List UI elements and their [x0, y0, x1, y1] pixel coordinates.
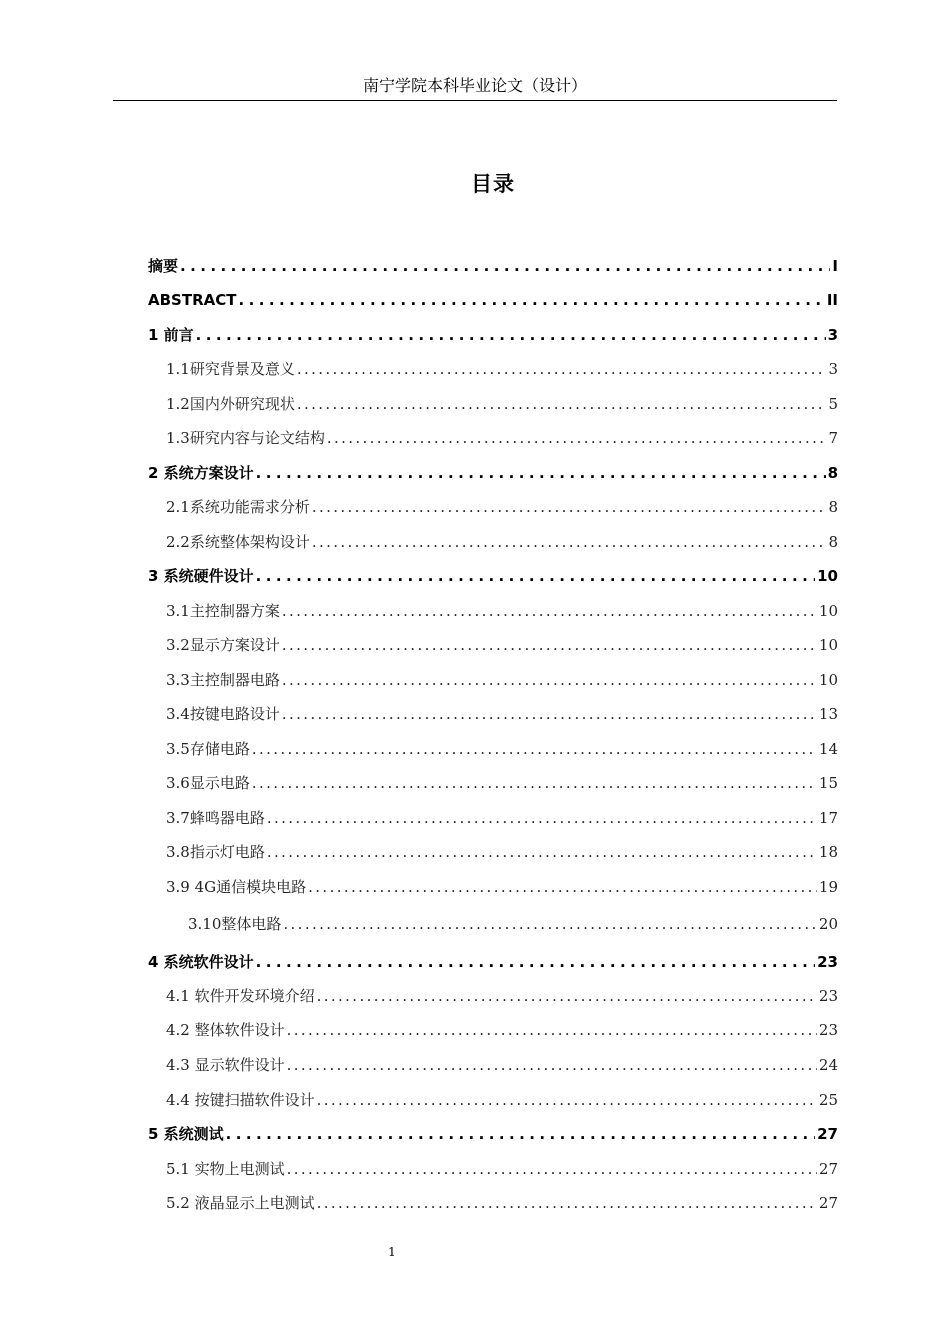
toc-entry-label: 3.2显示方案设计: [166, 636, 280, 654]
toc-entry[interactable]: [166, 1019, 838, 1041]
toc-entry-label: 1.1研究背景及意义: [166, 360, 295, 378]
toc-entry-label: 1.3研究内容与论文结构: [166, 429, 325, 447]
toc-dot-leader: [317, 1089, 817, 1111]
toc-entry[interactable]: [166, 634, 838, 656]
toc-entry[interactable]: [148, 951, 838, 973]
toc-entry-label: 3.6显示电路: [166, 774, 250, 792]
toc-dot-leader: [317, 1192, 817, 1214]
toc-dot-leader: [287, 1158, 817, 1180]
toc-entry-label: 4.4 按键扫描软件设计: [166, 1091, 315, 1109]
toc-entry[interactable]: [166, 496, 838, 518]
toc-entry[interactable]: [148, 289, 838, 311]
toc-entry-page: 10: [818, 636, 838, 654]
toc-dot-leader: [267, 807, 817, 829]
toc-entry-page: 5: [828, 395, 838, 413]
toc-dot-leader: [267, 841, 817, 863]
toc-entry-page: 23: [818, 1021, 838, 1039]
toc-dot-leader: [297, 358, 827, 380]
toc-entry-label: 3.5存储电路: [166, 740, 250, 758]
toc-dot-leader: [283, 913, 817, 935]
toc-dot-leader: [238, 289, 824, 311]
toc-entry[interactable]: [148, 565, 838, 587]
toc-entry-page: 3: [828, 360, 838, 378]
toc-entry[interactable]: [166, 669, 838, 691]
toc-entry-page: 27: [817, 1125, 838, 1143]
toc-dot-leader: [312, 496, 827, 518]
toc-entry-label: ABSTRACT: [148, 291, 237, 309]
toc-dot-leader: [287, 1054, 817, 1076]
toc-entry-label: 3.8指示灯电路: [166, 843, 265, 861]
page-number: 1: [388, 1245, 396, 1259]
toc-entry-page: 8: [827, 464, 838, 482]
toc-entry-label: 4.3 显示软件设计: [166, 1056, 285, 1074]
toc-entry-label: 3.3主控制器电路: [166, 671, 280, 689]
toc-entry[interactable]: [166, 358, 838, 380]
toc-dot-leader: [282, 703, 817, 725]
toc-dot-leader: [196, 324, 826, 346]
toc-entry[interactable]: [166, 1089, 838, 1111]
toc-entry-page: 10: [818, 671, 838, 689]
toc-entry[interactable]: [188, 913, 838, 935]
toc-dot-leader: [256, 565, 815, 587]
toc-entry-label: 4.2 整体软件设计: [166, 1021, 285, 1039]
toc-entry-page: 10: [818, 602, 838, 620]
toc-entry[interactable]: [166, 1192, 838, 1214]
toc-dot-leader: [327, 427, 827, 449]
toc-entry-page: 14: [818, 740, 838, 758]
toc-dot-leader: [308, 876, 817, 898]
toc-entry-label: 2.1系统功能需求分析: [166, 498, 310, 516]
toc-entry-page: 23: [817, 953, 838, 971]
toc-dot-leader: [282, 634, 817, 656]
toc-entry[interactable]: [166, 393, 838, 415]
toc-entry-label: 4 系统软件设计: [148, 953, 254, 971]
toc-entry-label: 摘要: [148, 257, 179, 275]
toc-entry-label: 3.10整体电路: [188, 915, 282, 933]
toc-entry-page: I: [832, 257, 838, 275]
toc-entry-label: 3 系统硬件设计: [148, 567, 254, 585]
toc-entry-page: 13: [818, 705, 838, 723]
toc-entry-label: 3.1主控制器方案: [166, 602, 280, 620]
toc-dot-leader: [312, 531, 827, 553]
toc-entry-page: 25: [818, 1091, 838, 1109]
toc-entry-label: 1.2国内外研究现状: [166, 395, 295, 413]
toc-entry-page: 15: [818, 774, 838, 792]
toc-entry-page: 18: [818, 843, 838, 861]
page-title: 目录: [471, 172, 515, 196]
toc-dot-leader: [297, 393, 827, 415]
toc-dot-leader: [256, 951, 815, 973]
toc-entry[interactable]: [166, 807, 838, 829]
toc-entry-page: 23: [818, 987, 838, 1005]
toc-entry[interactable]: [148, 324, 838, 346]
toc-entry-page: 19: [818, 878, 838, 896]
toc-entry-label: 2 系统方案设计: [148, 464, 254, 482]
toc-entry-page: 7: [828, 429, 838, 447]
toc-dot-leader: [180, 255, 830, 277]
toc-entry-page: 8: [828, 498, 838, 516]
toc-entry[interactable]: [148, 1123, 838, 1145]
toc-entry-label: 5 系统测试: [148, 1125, 224, 1143]
toc-dot-leader: [282, 669, 817, 691]
toc-dot-leader: [317, 985, 817, 1007]
toc-entry-label: 2.2系统整体架构设计: [166, 533, 310, 551]
toc-entry[interactable]: [166, 1054, 838, 1076]
toc-entry-label: 5.2 液晶显示上电测试: [166, 1194, 315, 1212]
toc-dot-leader: [226, 1123, 815, 1145]
toc-entry[interactable]: [148, 255, 838, 277]
toc-entry-page: 17: [818, 809, 838, 827]
toc-entry-page: 24: [818, 1056, 838, 1074]
toc-entry[interactable]: [166, 427, 838, 449]
toc-entry-label: 3.9 4G通信模块电路: [166, 878, 307, 896]
toc-entry[interactable]: [166, 985, 838, 1007]
toc-dot-leader: [282, 600, 817, 622]
toc-entry[interactable]: [166, 738, 838, 760]
toc-entry-page: 3: [827, 326, 838, 344]
toc-entry-label: 4.1 软件开发环境介绍: [166, 987, 315, 1005]
toc-entry[interactable]: [166, 841, 838, 863]
toc-dot-leader: [252, 738, 817, 760]
toc-entry-page: 8: [828, 533, 838, 551]
toc-entry-page: 10: [817, 567, 838, 585]
toc-entry-label: 1 前言: [148, 326, 194, 344]
toc-entry[interactable]: [166, 772, 838, 794]
toc-entry[interactable]: [166, 600, 838, 622]
toc-entry[interactable]: [148, 462, 838, 484]
toc-entry[interactable]: [166, 531, 838, 553]
toc-dot-leader: [256, 462, 826, 484]
header-text: 南宁学院本科毕业论文（设计）: [362, 76, 587, 95]
toc-entry-page: 20: [818, 915, 838, 933]
toc-entry-page: 27: [818, 1194, 838, 1212]
toc-entry-page: II: [826, 291, 838, 309]
toc-entry-label: 3.4按键电路设计: [166, 705, 280, 723]
toc-entry-label: 3.7蜂鸣器电路: [166, 809, 265, 827]
toc-dot-leader: [287, 1019, 817, 1041]
toc-dot-leader: [252, 772, 817, 794]
toc-entry[interactable]: [166, 1158, 838, 1180]
toc-entry-label: 5.1 实物上电测试: [166, 1160, 285, 1178]
toc-entry[interactable]: [166, 876, 838, 898]
toc-entry-page: 27: [818, 1160, 838, 1178]
toc-entry[interactable]: [166, 703, 838, 725]
